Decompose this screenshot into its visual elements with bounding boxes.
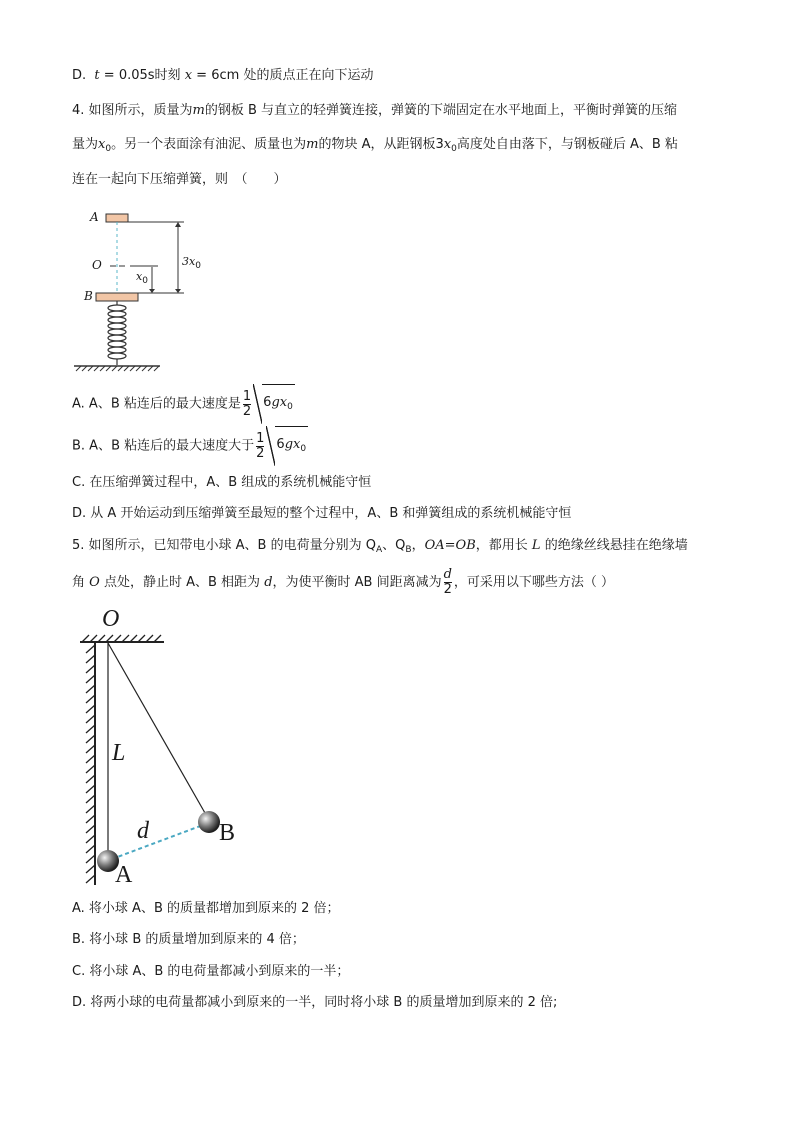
math-m: m bbox=[306, 137, 319, 152]
stem-text: 角 bbox=[72, 575, 86, 590]
stem-text: 的钢板 B 与直立的轻弹簧连接，弹簧的下端固定在水平地面上，平衡时弹簧的压缩 bbox=[204, 103, 678, 118]
math-o: O bbox=[89, 575, 100, 590]
q4-option-c[interactable] bbox=[72, 473, 371, 493]
math-sub: B bbox=[405, 545, 412, 555]
q5-stem-line2 bbox=[72, 566, 614, 600]
label-x0: $x_0$ bbox=[136, 270, 148, 286]
option-text: 时刻 bbox=[154, 68, 181, 83]
fraction-half: $\frac{1}{2}$ bbox=[242, 388, 252, 419]
stem-text: 4. 如图所示，质量为 bbox=[72, 103, 193, 118]
option-text: A. 将小球 A、B 的质量都增加到原来的 2 倍； bbox=[72, 901, 340, 916]
stem-text: 的绝缘丝线悬挂在绝缘墙 bbox=[544, 538, 688, 553]
label-a: A bbox=[115, 862, 133, 888]
q3-option-d[interactable] bbox=[72, 66, 373, 86]
math-sub: 0 bbox=[105, 144, 112, 154]
stem-text: ，为使平衡时 AB 间距离减为 bbox=[272, 575, 442, 590]
option-text: A. A、B 粘连后的最大速度是 bbox=[72, 396, 241, 412]
math-sub: 0 bbox=[451, 144, 457, 154]
q5-stem-line1 bbox=[72, 536, 688, 560]
fraction-d-half: $\frac{d}{2}$ bbox=[443, 567, 452, 597]
stem-text: 的物块 A，从距钢板 bbox=[318, 137, 436, 152]
math-t: t bbox=[94, 68, 100, 83]
q5-option-a[interactable] bbox=[72, 899, 340, 919]
math-oa-ob: OA=OB bbox=[424, 538, 476, 553]
label-b: B bbox=[219, 820, 236, 846]
fraction-half: $\frac{1}{2}$ bbox=[256, 430, 265, 461]
q4-stem-line2 bbox=[72, 135, 678, 159]
option-text: B. 将小球 B 的质量增加到原来的 4 倍； bbox=[72, 932, 305, 947]
stem-text: 5. 如图所示，已知带电小球 A、B 的电荷量分别为 Q bbox=[72, 538, 376, 553]
stem-text: 高度处自由落下，与钢板碰后 A、B 粘 bbox=[456, 137, 678, 152]
pendulum-diagram bbox=[72, 605, 272, 895]
block-b bbox=[96, 293, 138, 301]
label-3x0: $3x_0$ bbox=[182, 255, 201, 271]
option-text: D. 将两小球的电荷量都减小到原来的一半，同时将小球 B 的质量增加到原来的 2 倍; bbox=[72, 995, 558, 1010]
q4-option-d[interactable] bbox=[72, 504, 571, 524]
stem-text: 量为 bbox=[72, 137, 99, 152]
sqrt-6gx0: $6gx_0$ bbox=[266, 426, 308, 466]
stem-text: 点处，静止时 A、B 相距为 bbox=[103, 575, 261, 590]
math-m: m bbox=[192, 103, 205, 118]
thread-b bbox=[108, 643, 205, 813]
stem-text: 、Q bbox=[382, 538, 406, 553]
q4-option-b[interactable] bbox=[72, 426, 308, 466]
option-text: B. A、B 粘连后的最大速度大于 bbox=[72, 438, 255, 454]
spring-diagram bbox=[72, 205, 232, 375]
q4-stem-line3 bbox=[72, 170, 287, 190]
option-text: C. 将小球 A、B 的电荷量都减小到原来的一半； bbox=[72, 964, 350, 979]
option-text: 处的质点正在向下运动 bbox=[243, 68, 374, 83]
spring bbox=[108, 301, 126, 365]
q4-option-a[interactable] bbox=[72, 384, 295, 424]
math-x0: x bbox=[443, 137, 452, 152]
math-l: L bbox=[531, 538, 541, 553]
stem-text: ，都用长 bbox=[475, 538, 528, 553]
ball-b bbox=[198, 811, 220, 833]
label-o: O bbox=[102, 606, 120, 632]
label-a: A bbox=[90, 210, 99, 224]
label-b: B bbox=[84, 289, 93, 303]
q4-stem-line1 bbox=[72, 101, 677, 121]
stem-text: 连在一起向下压缩弹簧，则 （ ） bbox=[72, 172, 287, 187]
stem-text: ，可采用以下哪些方法（ ） bbox=[453, 575, 615, 590]
label-d: d bbox=[137, 818, 149, 844]
label-l: L bbox=[112, 740, 126, 766]
q5-option-b[interactable] bbox=[72, 930, 305, 950]
stem-text: 。另一个表面涂有油泥、质量也为 bbox=[111, 137, 307, 152]
q5-option-d[interactable] bbox=[72, 993, 557, 1013]
math-3: 3 bbox=[435, 137, 444, 152]
q5-option-c[interactable] bbox=[72, 962, 349, 982]
option-label: D. bbox=[72, 68, 87, 83]
stem-text: ， bbox=[411, 538, 425, 553]
math-sub: A bbox=[375, 545, 383, 555]
math-d: d bbox=[264, 575, 273, 590]
distance-d bbox=[112, 825, 203, 859]
math-x: x bbox=[184, 68, 193, 83]
option-text: D. 从 A 开始运动到压缩弹簧至最短的整个过程中，A、B 和弹簧组成的系统机械能守恒 bbox=[72, 506, 572, 521]
label-o: O bbox=[92, 258, 102, 272]
wall-hatch bbox=[86, 645, 95, 883]
block-a bbox=[106, 214, 128, 222]
option-text: C. 在压缩弹簧过程中，A、B 组成的系统机械能守恒 bbox=[72, 475, 372, 490]
math-value: = 6cm bbox=[192, 68, 240, 83]
ceiling-hatch bbox=[82, 635, 161, 642]
math-x0: x bbox=[98, 137, 106, 152]
math-value: = 0.05s bbox=[99, 68, 155, 83]
sqrt-6gx0: $6gx_0$ bbox=[253, 384, 295, 424]
